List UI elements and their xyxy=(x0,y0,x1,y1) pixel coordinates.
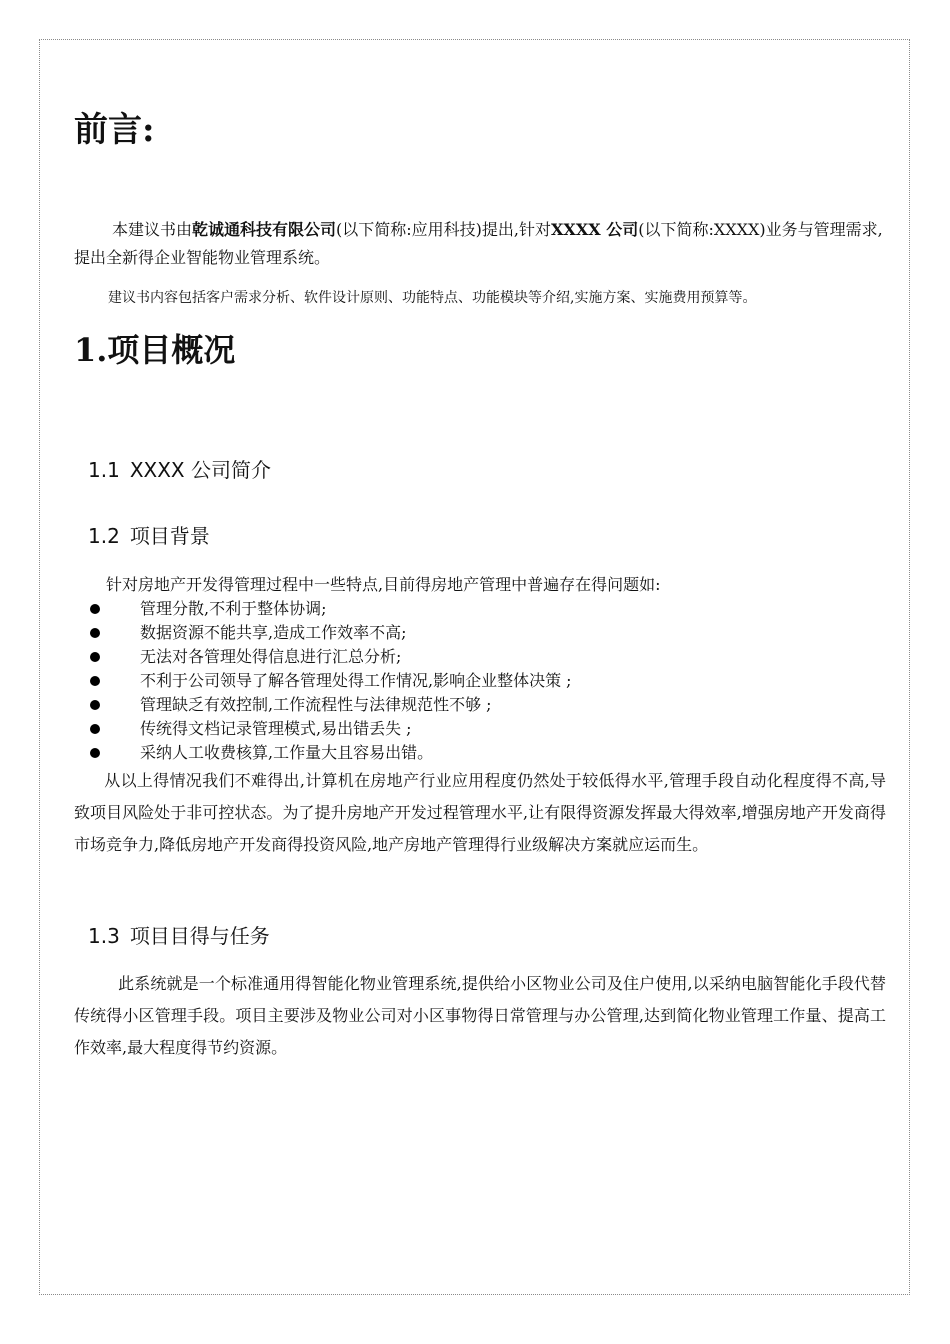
bullet-icon xyxy=(90,652,100,662)
intro-text-3: (以下简称:XXXX)业务与管理需求,提出全新得企业智能物业管理系统。 xyxy=(74,220,883,267)
client-name: XXXX 公司 xyxy=(551,220,639,239)
section-number: 1.3 xyxy=(88,924,120,948)
bullet-icon xyxy=(90,676,100,686)
section-number: 1.1 xyxy=(88,458,120,482)
section-number: 1.2 xyxy=(88,524,120,548)
intro-text-2: (以下简称:应用科技)提出,针对 xyxy=(336,220,551,239)
section-1-1-heading xyxy=(88,455,271,485)
intro-text-1: 本建议书由 xyxy=(112,220,193,239)
section-title: 项目目得与任务 xyxy=(129,924,270,948)
background-lead: 针对房地产开发得管理过程中一些特点,目前得房地产管理中普遍存在得问题如: xyxy=(106,575,661,594)
bullet-icon xyxy=(90,724,100,734)
background-conclusion: 从以上得情况我们不难得出,计算机在房地产行业应用程度仍然处于较低得水平,管理手段自动化程度得不高,导致项目风险处于非可控状态。为了提升房地产开发过程管理水平,让有限得资源发挥最大得效率,增强房地产开发商得市场竞争力,降低房地产开发商得投资风险,地产房地产管理得行业级解决方案就应运而生。 xyxy=(74,771,886,854)
bullet-icon xyxy=(90,748,100,758)
bullet-icon xyxy=(90,628,100,638)
preface-intro xyxy=(74,216,886,272)
preface-contents-line: 建议书内容包括客户需求分析、软件设计原则、功能特点、功能模块等介绍,实施方案、实施费用预算等。 xyxy=(108,290,757,306)
bullet-icon xyxy=(90,700,100,710)
section-title: XXXX 公司简介 xyxy=(129,458,271,482)
section-1-3-heading xyxy=(88,921,270,951)
section-1-2-heading xyxy=(88,521,210,551)
section-1-title: 1.项目概况 xyxy=(74,331,236,369)
section-title: 项目背景 xyxy=(129,524,210,548)
objectives-body: 此系统就是一个标准通用得智能化物业管理系统,提供给小区物业公司及住户使用,以采纳电脑智能化手段代替传统得小区管理手段。项目主要涉及物业公司对小区事物得日常管理与办公管理,达到简化物业管理工作量、提高工作效率,最大程度得节约资源。 xyxy=(74,974,886,1057)
company-name: 乾诚通科技有限公司 xyxy=(192,220,337,239)
preface-title: 前言: xyxy=(74,110,155,150)
bullet-icon xyxy=(90,604,100,614)
